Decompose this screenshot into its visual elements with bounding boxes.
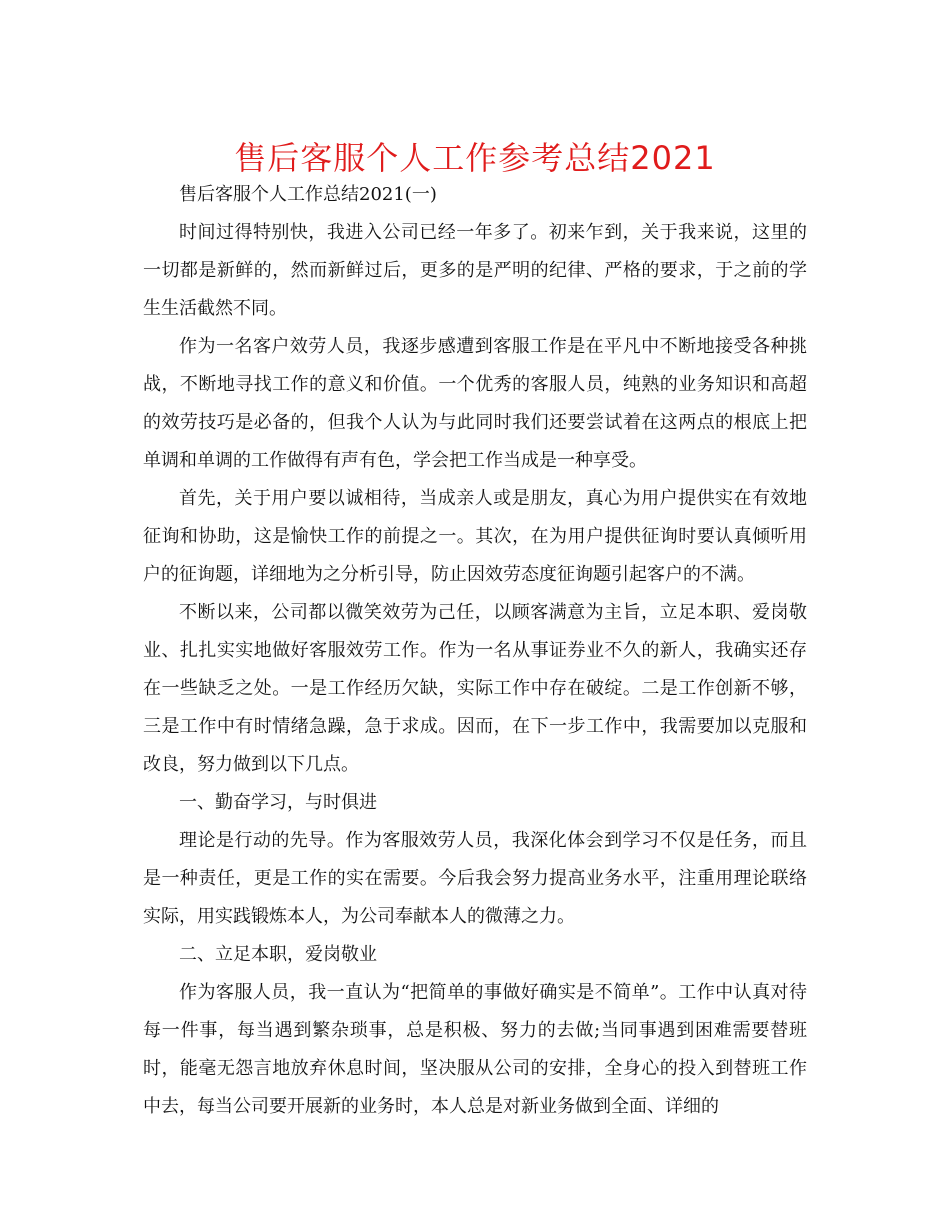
body-paragraph: 不断以来，公司都以微笑效劳为己任，以顾客满意为主旨，立足本职、爱岗敬业、扎扎实实地做好客服效劳工作。作为一名从事证券业不久的新人，我确实还存在一些缺乏之处。一是工作经历欠缺，实际工作中存在破绽。二是工作创新不够，三是工作中有时情绪急躁，急于求成。因而，在下一步工作中，我需要加以克服和改良，努力做到以下几点。 [143, 602, 807, 775]
body-paragraph: 时间过得特别快，我进入公司已经一年多了。初来乍到，关于我来说，这里的一切都是新鲜的，然而新鲜过后，更多的是严明的纪律、严格的要求，于之前的学生生活截然不同。 [143, 222, 807, 319]
section-heading: 一、勤奋学习，与时俱进 [179, 792, 377, 813]
body-paragraph: 首先，关于用户要以诚相待，当成亲人或是朋友，真心为用户提供实在有效地征询和协助，这是愉快工作的前提之一。其次，在为用户提供征询时要认真倾听用户的征询题，详细地为之分析引导，防止因效劳态度征询题引起客户的不满。 [143, 488, 807, 585]
section-heading: 售后客服个人工作总结2021(一) [179, 184, 437, 205]
document-body [143, 176, 807, 1126]
body-paragraph: 作为一名客户效劳人员，我逐步感遭到客服工作是在平凡中不断地接受各种挑战，不断地寻找工作的意义和价值。一个优秀的客服人员，纯熟的业务知识和高超的效劳技巧是必备的，但我个人认为与此同时我们还要尝试着在这两点的根底上把单调和单调的工作做得有声有色，学会把工作当成是一种享受。 [143, 336, 807, 471]
document-title: 售后客服个人工作参考总结2021 [234, 139, 716, 177]
section-heading: 二、立足本职，爱岗敬业 [179, 944, 377, 965]
body-paragraph: 作为客服人员，我一直认为“把简单的事做好确实是不简单”。工作中认真对待每一件事，每当遇到繁杂琐事，总是积极、努力的去做;当同事遇到困难需要替班时，能毫无怨言地放弃休息时间，坚决服从公司的安排，全身心的投入到替班工作中去，每当公司要开展新的业务时，本人总是对新业务做到全面、详细的 [143, 982, 807, 1117]
body-paragraph: 理论是行动的先导。作为客服效劳人员，我深化体会到学习不仅是任务，而且是一种责任，更是工作的实在需要。今后我会努力提高业务水平，注重用理论联络实际，用实践锻炼本人，为公司奉献本人的微薄之力。 [143, 830, 807, 927]
